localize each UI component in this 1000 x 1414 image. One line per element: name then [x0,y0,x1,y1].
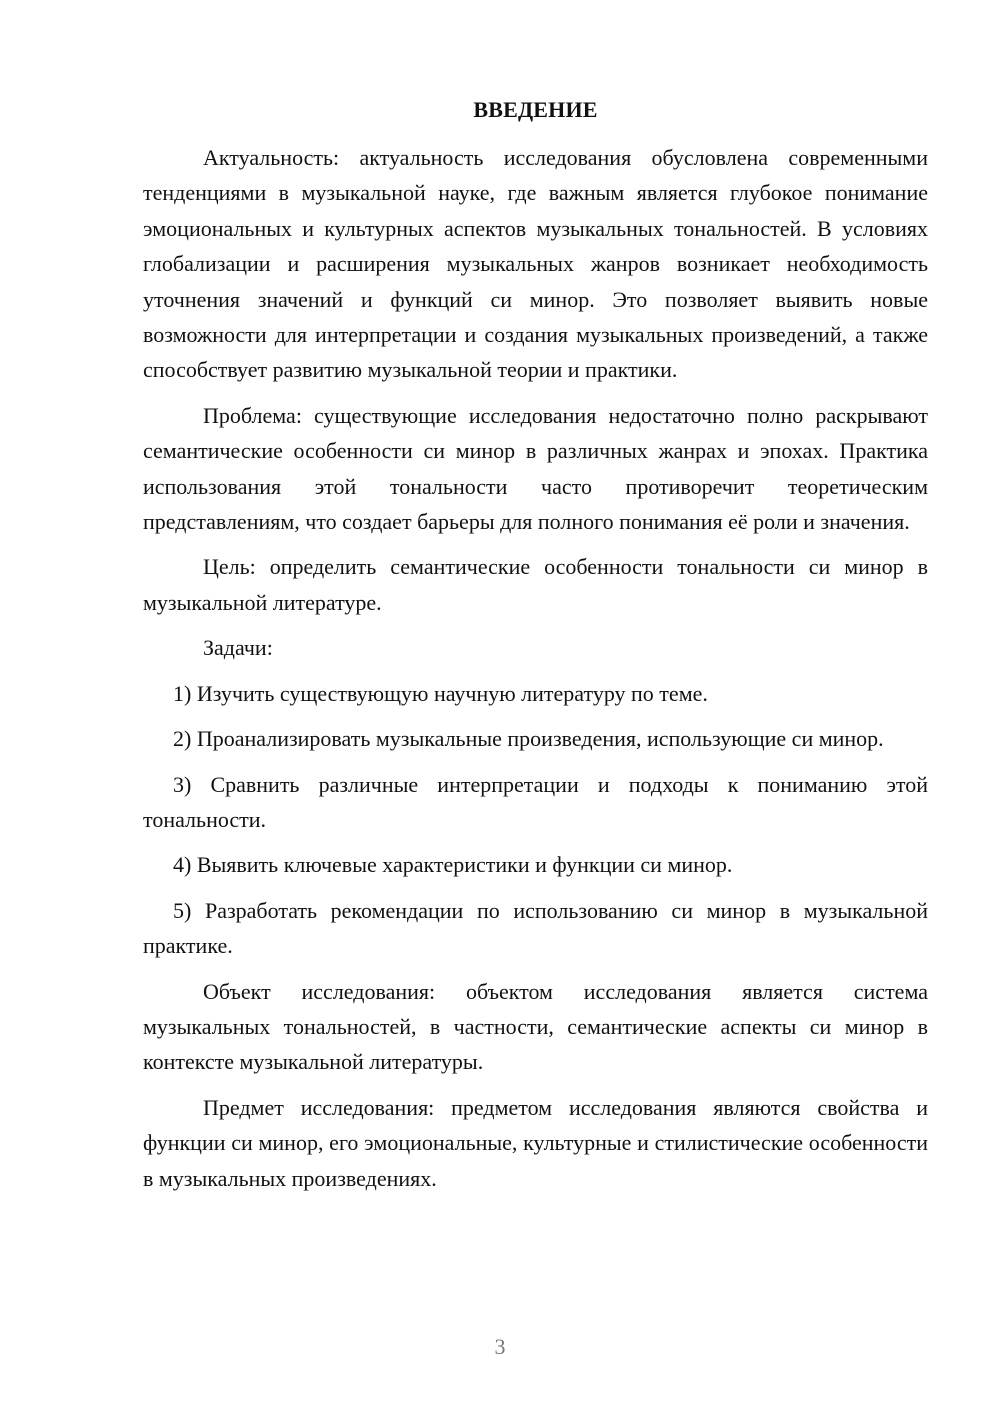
paragraph-problem: Проблема: существующие исследования недостаточно полно раскрывают семантические особенности си минор в различных жанрах и эпохах. Практика использования этой тональности часто противоречит теоретическим представлениям, что создает барьеры для полного понимания её роли и значения. [143,402,928,535]
task-item-2: 2) Проанализировать музыкальные произведения, использующие си минор. [173,726,884,752]
paragraph-subject: Предмет исследования: предметом исследования являются свойства и функции си минор, его эмоциональные, культурные и стилистические особенности в музыкальных произведениях. [143,1094,928,1191]
document-page [143,94,928,1206]
paragraph-object: Объект исследования: объектом исследования является система музыкальных тональностей, в частности, семантические аспекты си минор в контексте музыкальной литературы. [143,978,928,1075]
task-item-5: 5) Разработать рекомендации по использованию си минор в музыкальной практике. [143,897,928,959]
paragraph-goal: Цель: определить семантические особенности тональности си минор в музыкальной литературе. [143,554,928,615]
paragraph-tasks-heading: Задачи: [203,635,273,661]
task-item-1: 1) Изучить существующую научную литературу по теме. [173,680,708,706]
paragraph-relevance: Актуальность: актуальность исследования обусловлена современными тенденциями в музыкальной науке, где важным является глубокое понимание эмоциональных и культурных аспектов музыкальных тональностей. В условиях глобализации и расширения музыкальных жанров возникает необходимость уточнения значений и функций си минор. Это позволяет выявить новые возможности для интерпретации и создания музыкальных произведений, а также способствует развитию музыкальной теории и практики. [143,145,928,383]
task-item-3: 3) Сравнить различные интерпретации и подходы к пониманию этой тональности. [143,771,928,832]
section-title: ВВЕДЕНИЕ [473,97,598,122]
task-item-4: 4) Выявить ключевые характеристики и функции си минор. [173,852,733,878]
page-number: 3 [494,1334,506,1359]
